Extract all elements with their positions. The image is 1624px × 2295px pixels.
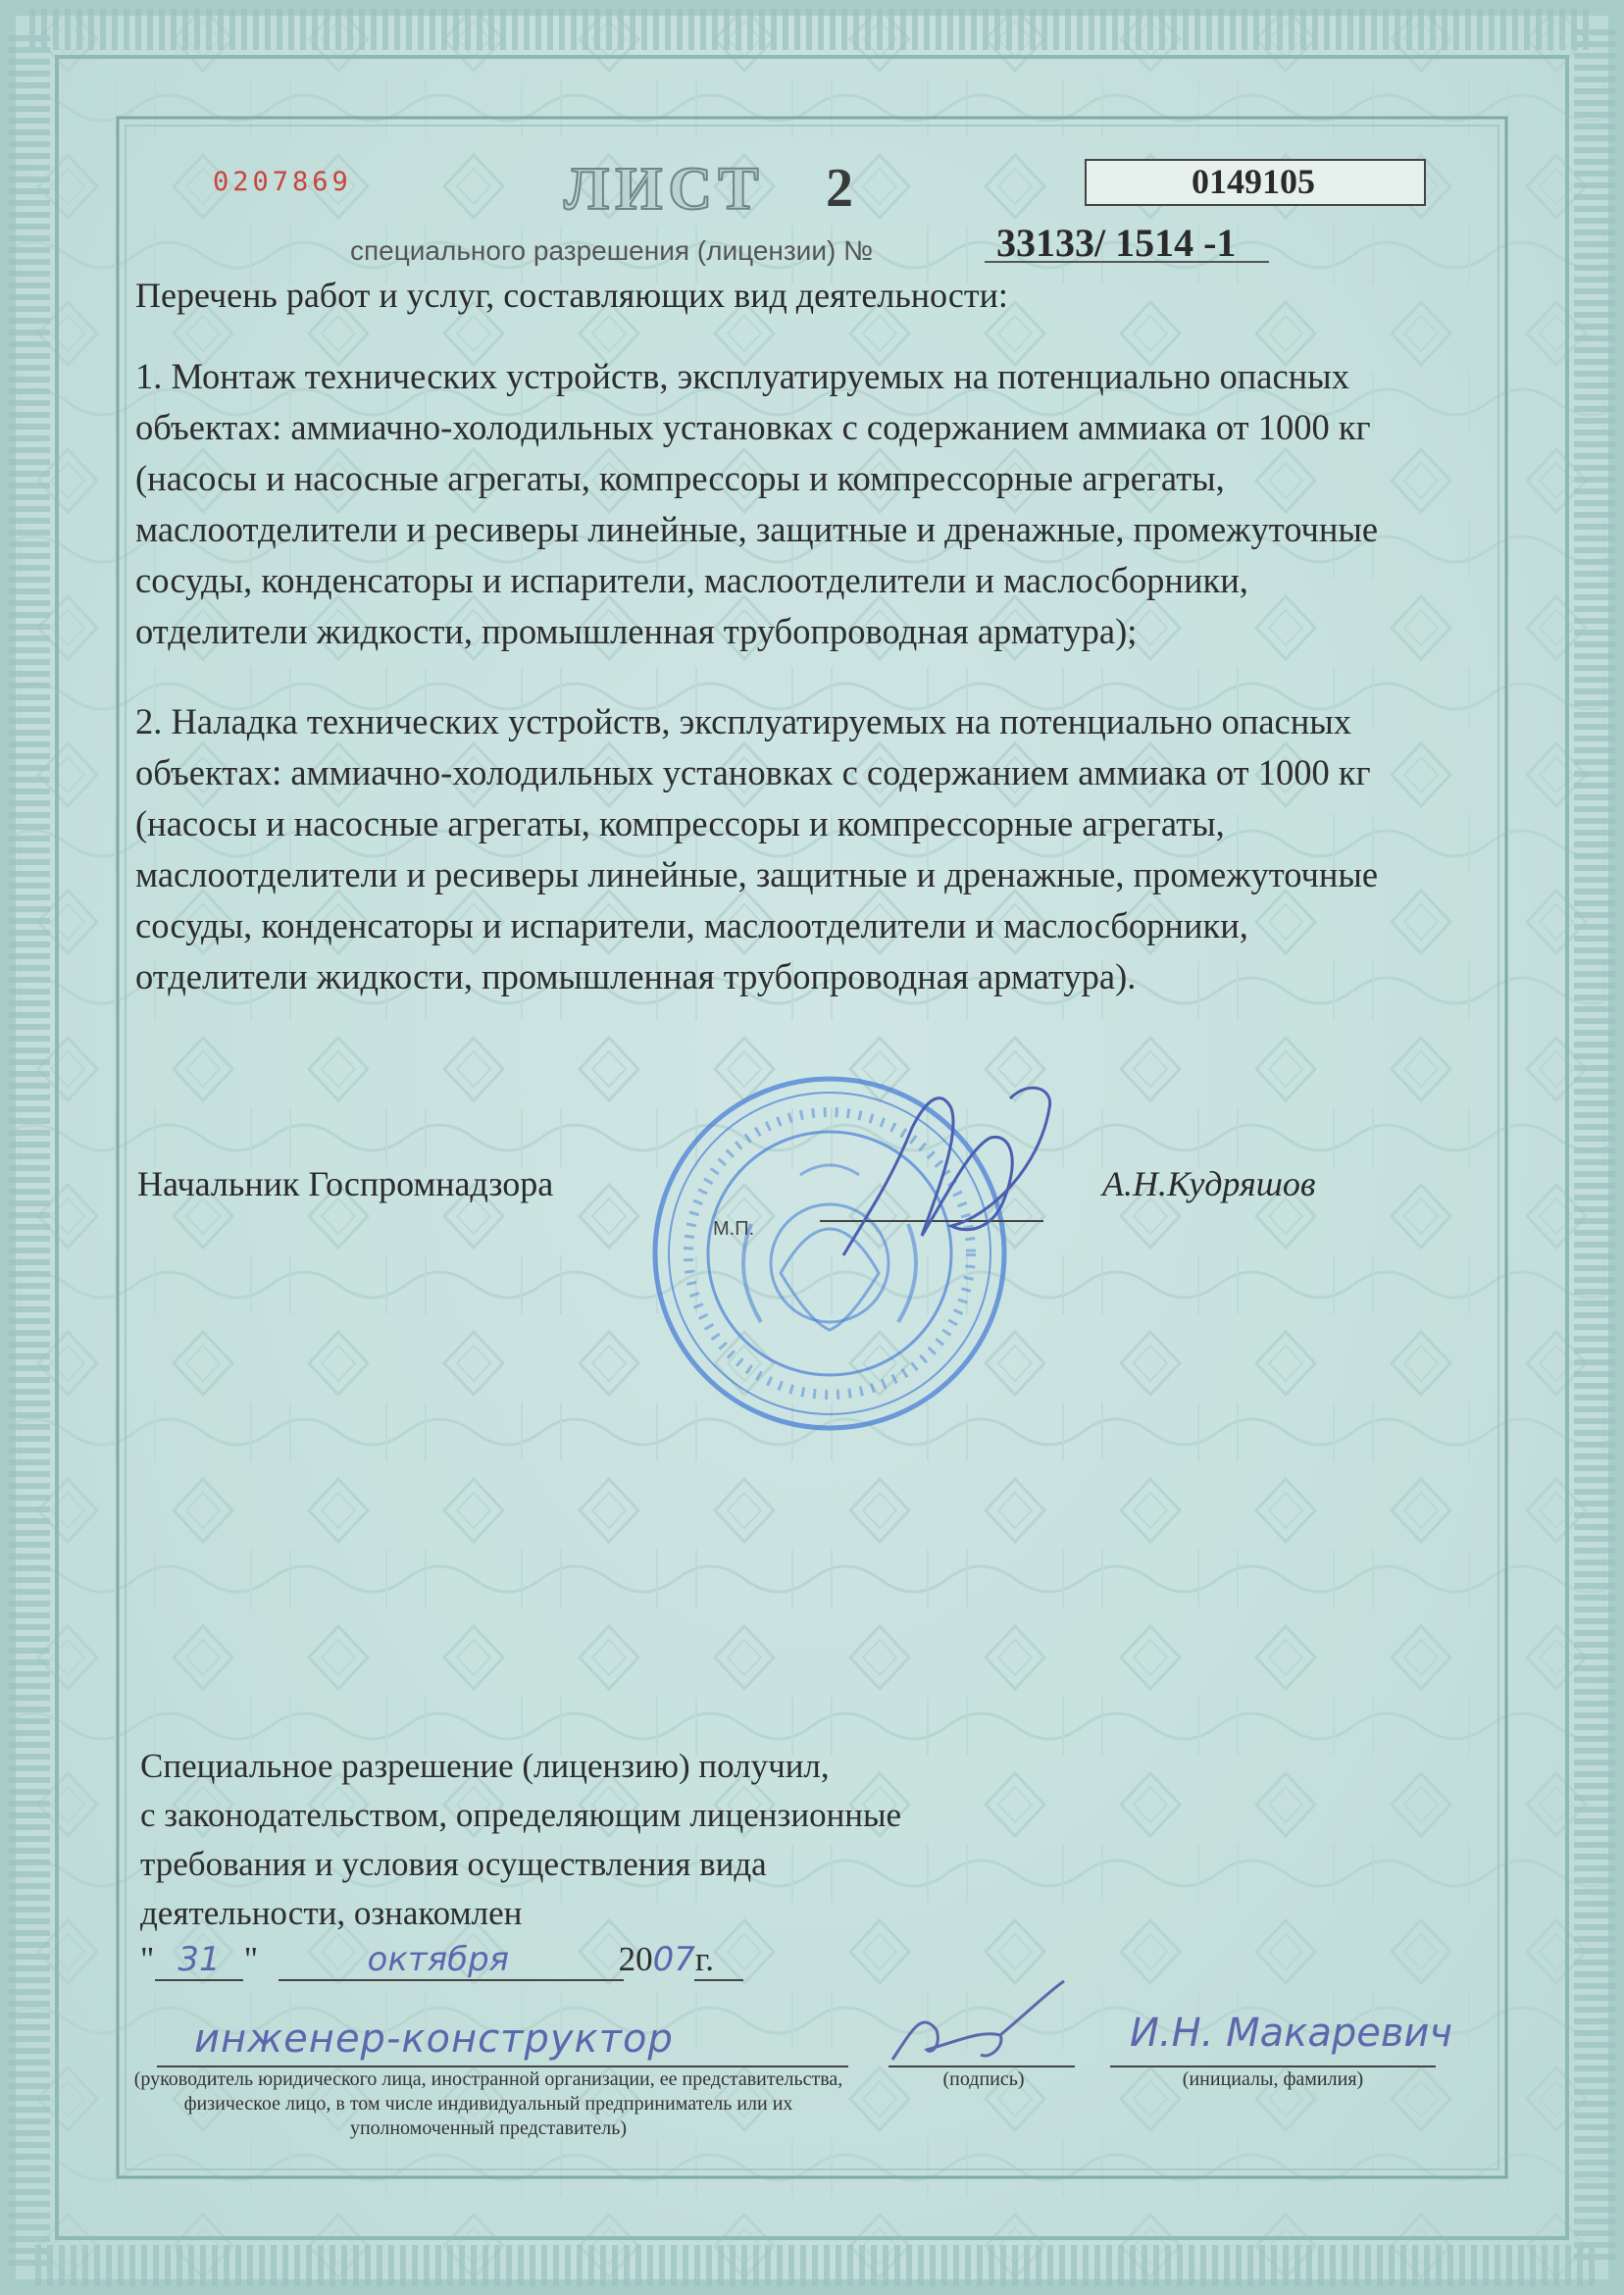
paragraph-adjustment: 2. Наладка технических устройств, эксплуатируемых на потенциально опасных объектах: аммиачно-холодильных установках с содержанием аммиака от 1000 кг (насосы и насосные агрегаты, компрессоры и компрессорные агрегаты, маслоотделители и ресиверы линейные, защитные и дренажные, промежуточные сосуды, конденсаторы и испарители, маслоотделители и маслосборники, отделители жидкости, промышленная трубопроводная арматура). [135,701,1379,996]
sheet-title: ЛИСТ [564,156,765,223]
sheet-number: 2 [826,158,853,219]
date-row [140,1940,714,1979]
license-caption: специального разрешения (лицензии) № [350,235,874,266]
received-line: деятельности, ознакомлен [140,1894,523,1932]
stamp-label: М.П. [713,1218,755,1240]
chief-title: Начальник Госпромнадзора [137,1164,554,1203]
serial-number: 0207869 [213,167,352,197]
recipient-role: инженер-конструктор [194,2016,674,2062]
license-number: 33133/ 1514 -1 [996,221,1237,265]
chief-name: А.Н.Кудряшов [1102,1164,1316,1203]
license-number-underline [985,261,1269,263]
date-day: 31 [178,1940,221,1979]
recipient-name: И.Н. Макаревич [1130,2011,1453,2056]
blank-number: 0149105 [1192,162,1315,201]
paragraph-installation: 1. Монтаж технических устройств, эксплуатируемых на потенциально опасных объектах: аммиачно-холодильных установках с содержанием аммиака от 1000 кг (насосы и насосные агрегаты, компрессоры и компрессорные агрегаты, маслоотделители и ресиверы линейные, защитные и дренажные, промежуточные сосуды, конденсаторы и испарители, маслоотделители и маслосборники, отделители жидкости, промышленная трубопроводная арматура); [135,356,1379,651]
received-line: требования и условия осуществления вида [140,1845,767,1883]
received-statement [140,1742,901,1938]
date-year-suffix: 07 [652,1940,695,1979]
date-day-underline [155,1979,243,1981]
chief-signature [804,1069,1059,1265]
date-quote-open: " [140,1940,155,1978]
caption-role: (руководитель юридического лица, иностранной организации, ее представительства, физическое лицо, в том числе индивидуальный предприниматель или их уполномоченный представитель) [133,2068,843,2139]
date-quote-close: " [243,1940,259,1978]
date-year-underline [694,1979,743,1981]
date-month: октября [367,1940,510,1979]
date-year-end: г. [694,1940,715,1978]
received-line: Специальное разрешение (лицензию) получил, [140,1747,830,1785]
date-year-prefix: 20 [618,1940,653,1978]
caption-signature: (подпись) [942,2068,1025,2090]
works-intro: Перечень работ и услуг, составляющих вид деятельности: [135,276,1008,315]
recipient-signature [883,1971,1079,2069]
received-line: с законодательством, определяющим лицензионные [140,1796,902,1834]
caption-name: (инициалы, фамилия) [1182,2068,1364,2090]
date-month-underline [279,1979,624,1981]
